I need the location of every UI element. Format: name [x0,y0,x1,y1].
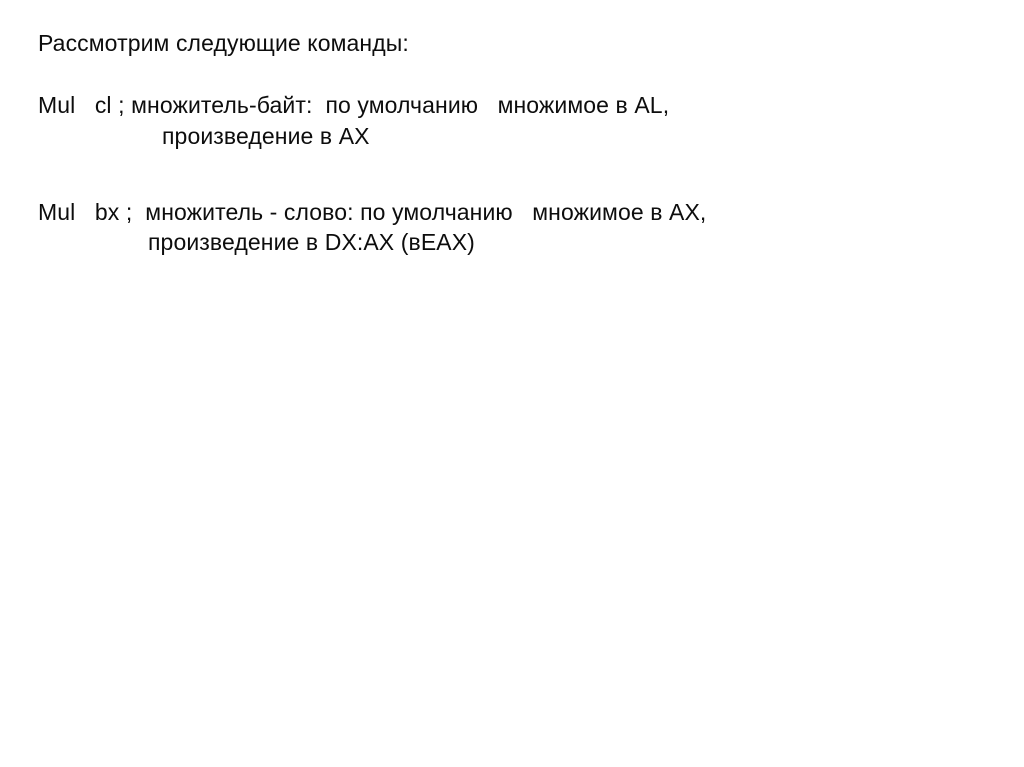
intro-line: Рассмотрим следующие команды: [38,30,409,56]
command-2-line-2: произведение в DX:AX (вEAX) [148,229,475,256]
spacer-after-intro [38,58,984,90]
command-2-line-1: Mul bx ; множитель - слово: по умолчанию множимое в AX, [38,199,707,226]
command-1-line-2: произведение в AX [162,122,370,149]
command-1-line-1: Mul cl ; множитель-байт: по умолчанию множимое в AL, [38,92,670,119]
spacer-between-commands [38,151,984,197]
slide-text-body [38,28,984,258]
